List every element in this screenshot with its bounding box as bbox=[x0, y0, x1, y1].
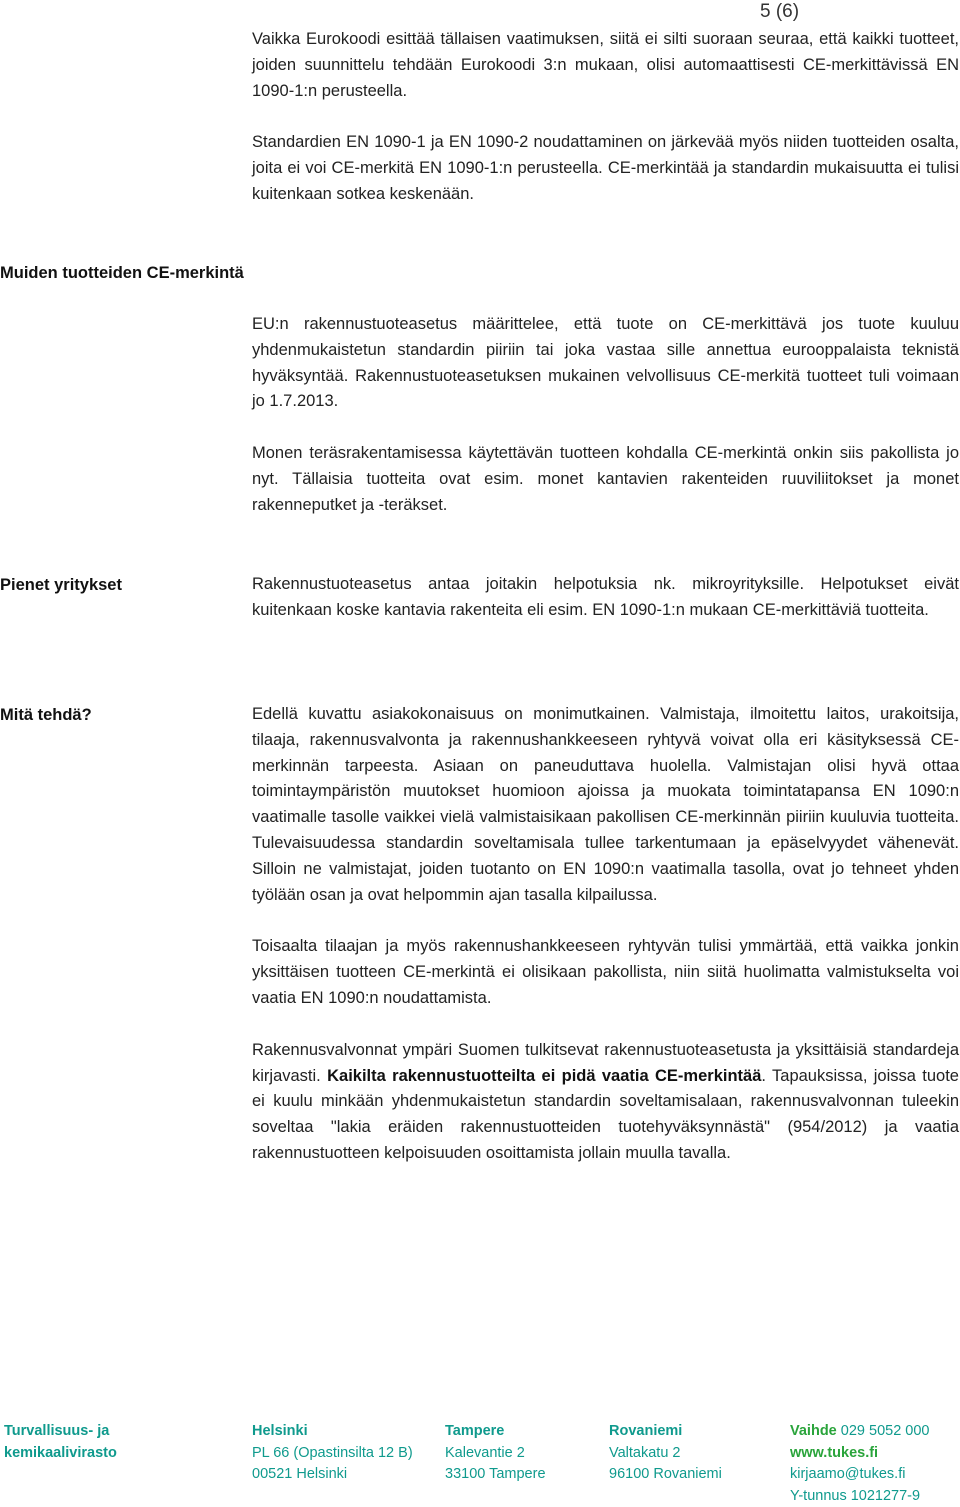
footer-helsinki-line-2: 00521 Helsinki bbox=[252, 1466, 348, 1483]
footer-vaihde-number: 029 5052 000 bbox=[840, 1423, 930, 1439]
pienet-paragraph-1: Rakennustuoteasetus antaa joitakin helpotuksia nk. mikroyrityksille. Helpotukset eivät kuitenkaan koske kantavia rakenteita eli esim. EN 1090-1:n mukaan CE-merkittäviä tuotteita. bbox=[252, 575, 959, 619]
intro-paragraph-2: Standardien EN 1090-1 ja EN 1090-2 noudattaminen on järkevää myös niiden tuotteiden osalta, joita ei voi CE-merkitä EN 1090-1:n perusteella. CE-merkintää ja standardin mukaisuutta ei tulisi kuitenkaan sotkea keskenään. bbox=[252, 133, 959, 203]
footer-email-link[interactable]: kirjaamo@tukes.fi bbox=[790, 1466, 906, 1483]
footer-org-line-1: Turvallisuus- ja bbox=[4, 1423, 110, 1439]
footer-helsinki-city: Helsinki bbox=[252, 1423, 308, 1439]
footer-rovaniemi-line-2: 96100 Rovaniemi bbox=[609, 1466, 722, 1483]
page-number: 5 (6) bbox=[760, 1, 800, 22]
mita-paragraph-3-bold: Kaikilta rakennustuotteilta ei pidä vaatia CE-merkintää bbox=[327, 1066, 762, 1085]
muiden-paragraph-2: Monen teräsrakentamisessa käytettävän tuotteen kohdalla CE-merkintä onkin siis pakollista jo nyt. Tällaisia tuotteita ovat esim. monet kantavien rakenteiden ruuviliitokset ja monet rakenneputket ja -teräkset. bbox=[252, 444, 959, 514]
footer-rovaniemi-line-1: Valtakatu 2 bbox=[609, 1444, 681, 1461]
footer-organization bbox=[4, 1421, 117, 1464]
heading-mita-tehda: Mitä tehdä? bbox=[0, 706, 92, 724]
mita-paragraph-3 bbox=[252, 1038, 959, 1167]
footer-helsinki bbox=[252, 1421, 413, 1486]
muiden-section-text bbox=[252, 312, 959, 519]
footer-vaihde-label: Vaihde bbox=[790, 1423, 837, 1439]
mita-paragraph-3-part-b: . Tapauksissa, joissa tuote ei kuulu minkään yhdenmukaistetun standardin soveltamisalaan, rakennusvalvonnan tuleekin soveltaa "lakia eräiden rakennustuotteiden tuotehyväksynnästä" (954/2012) ja vaatia rakennustuotteen kelpoisuuden osoittamista jollain muulla tavalla. bbox=[252, 1066, 959, 1162]
footer-ytunnus: Y-tunnus 1021277-9 bbox=[790, 1487, 921, 1504]
heading-muiden-tuotteiden: Muiden tuotteiden CE-merkintä bbox=[0, 264, 244, 282]
footer-rovaniemi-city: Rovaniemi bbox=[609, 1423, 683, 1439]
heading-pienet-yritykset: Pienet yritykset bbox=[0, 576, 122, 594]
pienet-section-text bbox=[252, 572, 959, 624]
footer-tampere-line-1: Kalevantie 2 bbox=[445, 1444, 525, 1461]
mita-section-text bbox=[252, 702, 959, 1167]
footer-web-link[interactable]: www.tukes.fi bbox=[790, 1444, 879, 1461]
footer-vaihde bbox=[790, 1421, 929, 1443]
footer-contact bbox=[790, 1421, 929, 1507]
muiden-paragraph-1: EU:n rakennustuoteasetus määrittelee, että tuote on CE-merkittävä jos tuote kuuluu yhdenmukaistetun standardin piiriin tai joka vastaa sille annettua eurooppalaista teknistä hyväksyntää. Rakennustuoteasetuksen mukainen velvollisuus CE-merkitä tuotteet tuli voimaan jo 1.7.2013. bbox=[252, 315, 959, 411]
footer-tampere-line-2: 33100 Tampere bbox=[445, 1466, 546, 1483]
mita-paragraph-3-part-a: Rakennusvalvonnat ympäri Suomen tulkitsevat rakennustuoteasetusta ja yksittäisiä standardeja kirjavasti. bbox=[252, 1040, 959, 1085]
footer-org-line-2: kemikaalivirasto bbox=[4, 1444, 117, 1461]
mita-paragraph-1: Edellä kuvattu asiakokonaisuus on monimutkainen. Valmistaja, ilmoitettu laitos, urakoitsija, tilaaja, rakennusvalvonta ja rakennushankkeeseen ryhtyvä voivat olla eri käsityksessä CE-merkinnän tarpeesta. Asiaan on paneuduttava huolella. Valmistajan olisi hyvä ottaa toimintaympäristön muutokset huomioon ajoissa ja muokata toimintatapansa EN 1090:n vaatimalle tasolle vaikkei vielä valmistaisikaan pakollisen CE-merkinnän piiriin kuuluvia tuotteita. Tulevaisuudessa standardin soveltamisala tullee tarkentumaan ja epäselvyydet vähenevät. Silloin ne valmistajat, joiden tuotanto on EN 1090:n vaatimalla tasolla, ovat jo tehneet yhden työlään osan ja ovat helpommin ajan tasalla kilpailussa. bbox=[252, 705, 959, 904]
intro-paragraph-1: Vaikka Eurokoodi esittää tällaisen vaatimuksen, siitä ei silti suoraan seuraa, että kaikki tuotteet, joiden suunnittelu tehdään Eurokoodi 3:n mukaan, olisi automaattisesti CE-merkittävissä EN 1090-1:n perusteella. bbox=[252, 30, 959, 100]
intro-text bbox=[252, 27, 959, 208]
mita-paragraph-2: Toisaalta tilaajan ja myös rakennushankkeeseen ryhtyvän tulisi ymmärtää, että vaikka jonkin yksittäisen tuotteen CE-merkintä ei olisikaan pakollista, niin siitä huolimatta valmistukselta voi vaatia EN 1090:n noudattamista. bbox=[252, 937, 959, 1007]
footer-tampere bbox=[445, 1421, 546, 1486]
footer-helsinki-line-1: PL 66 (Opastinsilta 12 B) bbox=[252, 1444, 413, 1461]
footer-rovaniemi bbox=[609, 1421, 722, 1486]
footer-tampere-city: Tampere bbox=[445, 1423, 505, 1439]
